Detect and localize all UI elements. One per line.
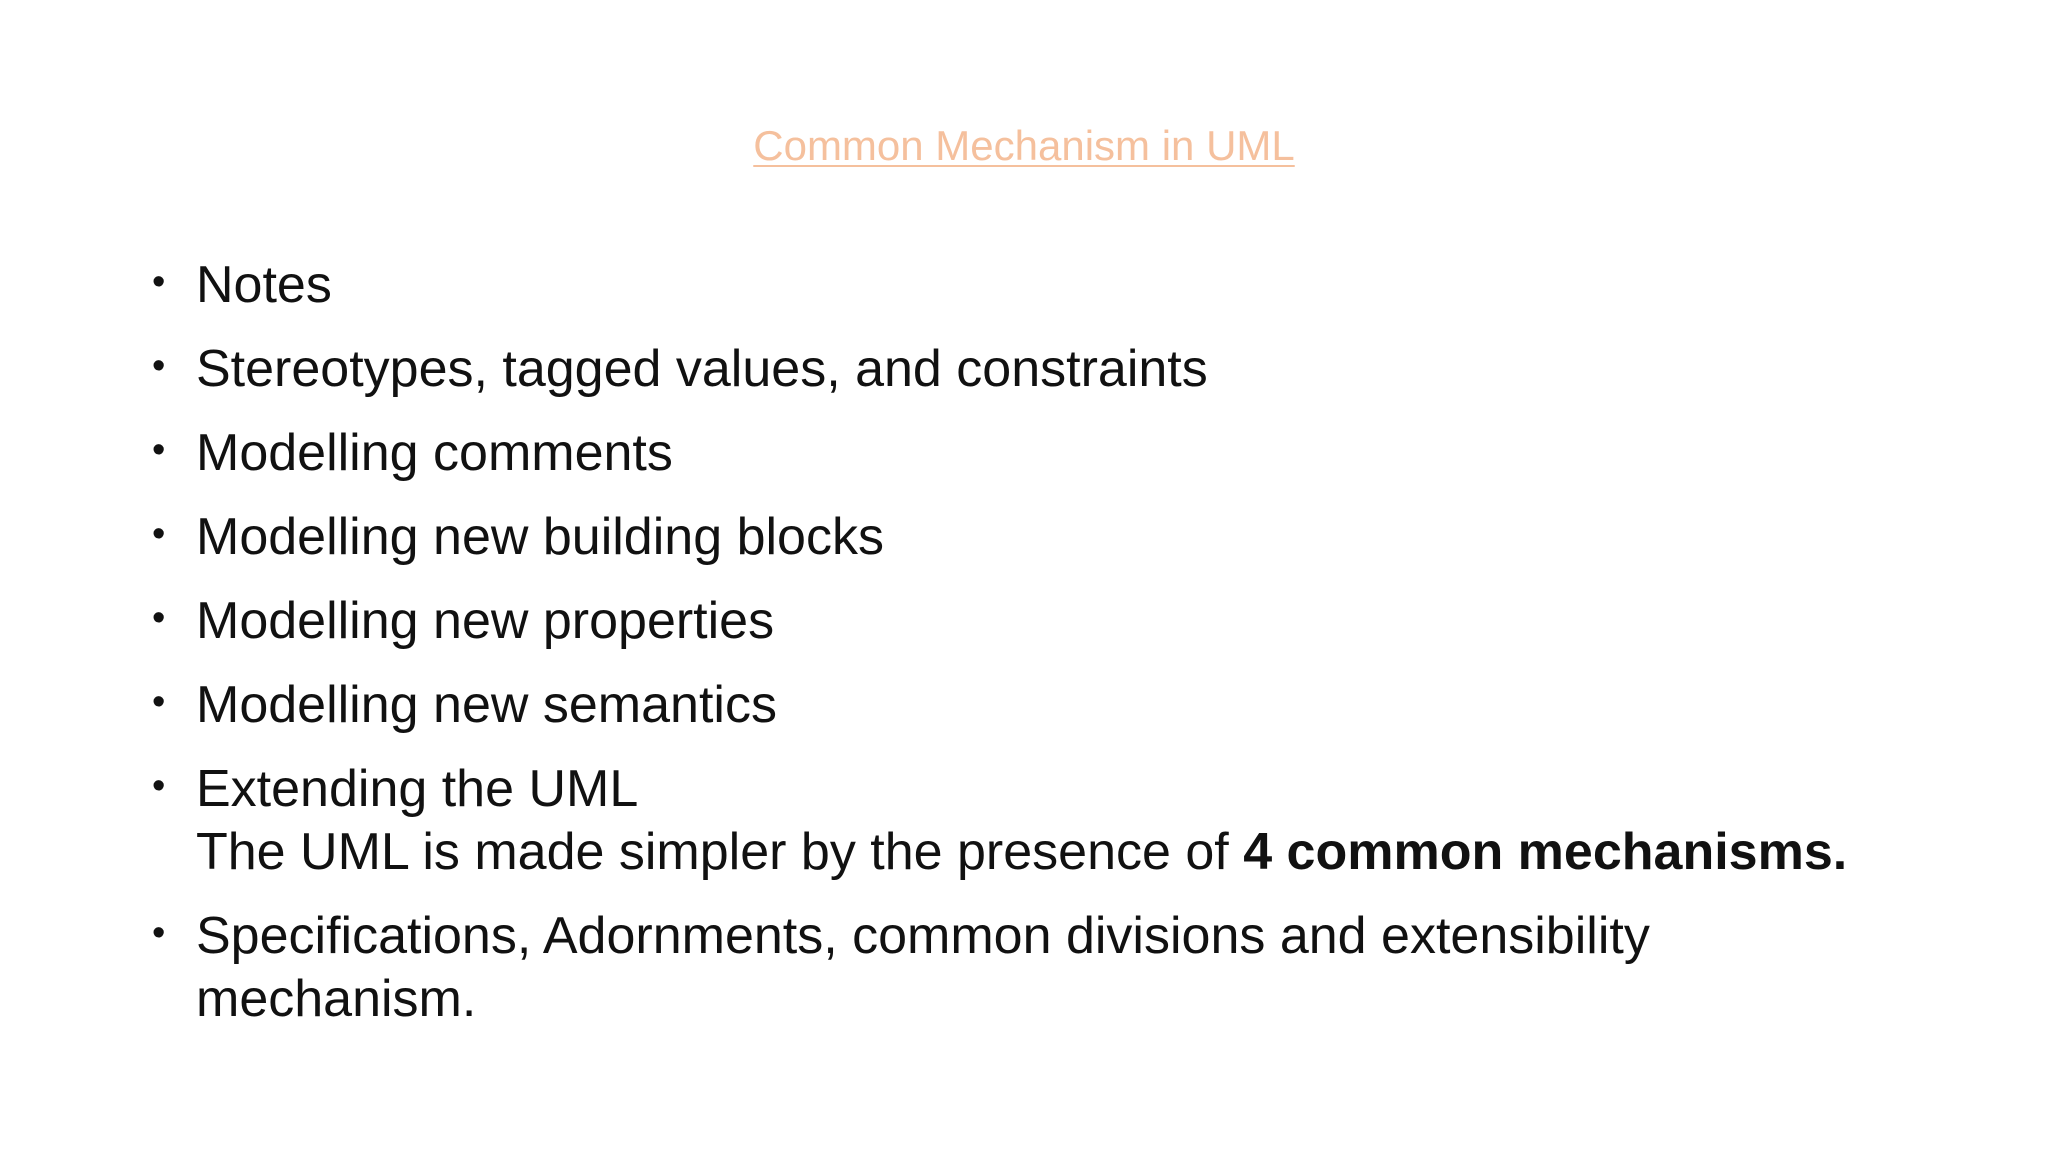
bullet-text: Notes: [196, 256, 332, 314]
bullet-text: Modelling new semantics: [196, 676, 777, 734]
bullet-text: Extending the UML: [196, 760, 639, 818]
bullet-point-icon: •: [152, 429, 166, 471]
bullet-point-icon: •: [152, 513, 166, 555]
bullet-text-continued: mechanism.: [196, 970, 477, 1028]
bullet-item-notes: [152, 254, 1952, 317]
bullet-text: Stereotypes, tagged values, and constraints: [196, 340, 1208, 398]
bullet-text: Modelling new building blocks: [196, 508, 884, 566]
bullet-list: [152, 254, 1952, 1052]
bullet-point-icon: •: [152, 261, 166, 303]
bullet-point-icon: •: [152, 597, 166, 639]
bullet-item-stereotypes: [152, 338, 1952, 401]
bullet-item-semantics: [152, 674, 1952, 737]
bullet-text: Modelling new properties: [196, 592, 775, 650]
bullet-point-icon: •: [152, 765, 166, 807]
subtext-bold: 4 common mechanisms.: [1243, 823, 1848, 881]
bullet-point-icon: •: [152, 345, 166, 387]
bullet-item-building-blocks: [152, 506, 1952, 569]
bullet-text: Modelling comments: [196, 424, 673, 482]
bullet-item-specifications: [152, 905, 1952, 1031]
bullet-item-extending-uml: [152, 758, 1952, 884]
bullet-item-modelling-comments: [152, 422, 1952, 485]
slide-title-link[interactable]: Common Mechanism in UML: [753, 122, 1295, 169]
bullet-item-properties: [152, 590, 1952, 653]
subtext-plain: The UML is made simpler by the presence of: [196, 823, 1244, 881]
bullet-point-icon: •: [152, 681, 166, 723]
bullet-text: Specifications, Adornments, common divisions and extensibility: [196, 907, 1650, 965]
bullet-point-icon: •: [152, 912, 166, 954]
bullet-subtext: [196, 821, 1952, 884]
